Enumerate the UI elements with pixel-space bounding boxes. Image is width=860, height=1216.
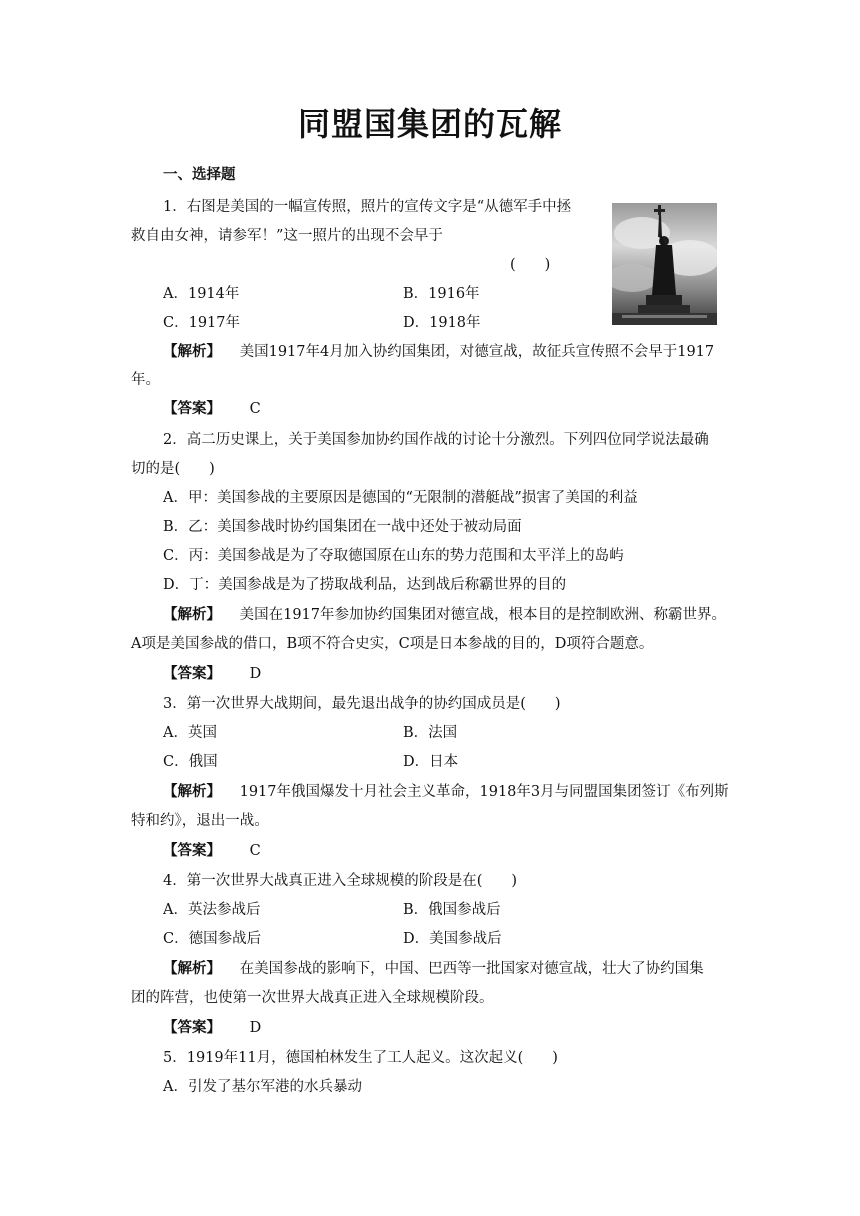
analysis-tag: 【解析】: [163, 606, 221, 623]
analysis-tag: 【解析】: [163, 783, 221, 800]
answer-tag: 【答案】: [163, 842, 221, 859]
question-5-line-1: 5．1919年11月，德国柏林发生了工人起义。这次起义( ): [163, 1050, 558, 1066]
question-3-analysis: [163, 782, 729, 802]
question-3-line-1: 3．第一次世界大战期间，最先退出战争的协约国成员是( ): [163, 696, 561, 712]
analysis-tag: 【解析】: [163, 343, 221, 360]
question-4-analysis: [163, 959, 704, 979]
question-4-analysis-line-2: 团的阵营，也使第一次世界大战真正进入全球规模阶段。: [131, 990, 494, 1006]
analysis-text: 美国在1917年参加协约国集团对德宣战，根本目的是控制欧洲、称霸世界。: [239, 607, 727, 623]
question-3-analysis-line-2: 特和约》，退出一战。: [131, 813, 269, 829]
question-4-answer: [163, 1018, 261, 1038]
answer-value: C: [249, 843, 261, 859]
question-4-option-c: C．德国参战后: [163, 931, 262, 947]
question-1-answer-blank: ( ): [510, 257, 551, 273]
analysis-text: 1917年俄国爆发十月社会主义革命，1918年3月与同盟国集团签订《布列斯: [239, 784, 729, 800]
answer-tag: 【答案】: [163, 400, 221, 417]
page-title: 同盟国集团的瓦解: [297, 105, 562, 143]
question-2-option-d: D．丁：美国参战是为了捞取战利品，达到战后称霸世界的目的: [163, 577, 567, 593]
statue-of-liberty-icon: [612, 203, 717, 325]
question-2-analysis: [163, 605, 726, 625]
answer-value: D: [249, 666, 262, 682]
analysis-tag: 【解析】: [163, 960, 221, 977]
question-2-line-1: 2．高二历史课上，关于美国参加协约国作战的讨论十分激烈。下列四位同学说法最确: [163, 432, 709, 448]
question-1-option-a: A．1914年: [163, 286, 240, 302]
statue-of-liberty-propaganda-photo: [612, 203, 717, 325]
question-3-answer: [163, 841, 261, 861]
answer-value: C: [249, 401, 261, 417]
question-1-analysis: [163, 342, 714, 362]
question-2-line-2: 切的是( ): [131, 461, 215, 477]
answer-tag: 【答案】: [163, 1019, 221, 1036]
question-4-option-d: D．美国参战后: [403, 931, 502, 947]
question-1-line-1: 1．右图是美国的一幅宣传照，照片的宣传文字是“从德军手中拯: [163, 199, 572, 215]
question-4-option-b: B．俄国参战后: [403, 902, 501, 918]
analysis-text: 在美国参战的影响下，中国、巴西等一批国家对德宣战，壮大了协约国集: [239, 961, 704, 977]
question-3-option-d: D．日本: [403, 754, 459, 770]
analysis-text: 美国1917年4月加入协约国集团，对德宣战，故征兵宣传照不会早于1917: [239, 344, 715, 360]
question-1-option-c: C．1917年: [163, 315, 240, 331]
question-2-option-a: A．甲：美国参战的主要原因是德国的“无限制的潜艇战”损害了美国的利益: [163, 490, 638, 506]
question-2-analysis-line-2: A项是美国参战的借口，B项不符合史实，C项是日本参战的目的，D项符合题意。: [131, 636, 654, 652]
question-3-option-a: A．英国: [163, 725, 217, 741]
question-1-answer: [163, 399, 261, 419]
question-2-option-b: B．乙：美国参战时协约国集团在一战中还处于被动局面: [163, 519, 522, 535]
question-1-analysis-line-2: 年。: [131, 372, 160, 388]
answer-value: D: [249, 1020, 262, 1036]
question-1-option-d: D．1918年: [403, 315, 481, 331]
question-2-answer: [163, 664, 261, 684]
question-1-line-2: 救自由女神，请参军！”这一照片的出现不会早于: [131, 228, 443, 244]
question-1-option-b: B．1916年: [403, 286, 480, 302]
answer-tag: 【答案】: [163, 665, 221, 682]
question-5-option-a: A．引发了基尔军港的水兵暴动: [163, 1079, 362, 1095]
question-3-option-b: B．法国: [403, 725, 458, 741]
question-4-line-1: 4．第一次世界大战真正进入全球规模的阶段是在( ): [163, 873, 518, 889]
question-4-option-a: A．英法参战后: [163, 902, 261, 918]
section-heading: 一、选择题: [163, 166, 236, 183]
question-3-option-c: C．俄国: [163, 754, 218, 770]
question-2-option-c: C．丙：美国参战是为了夺取德国原在山东的势力范围和太平洋上的岛屿: [163, 548, 624, 564]
